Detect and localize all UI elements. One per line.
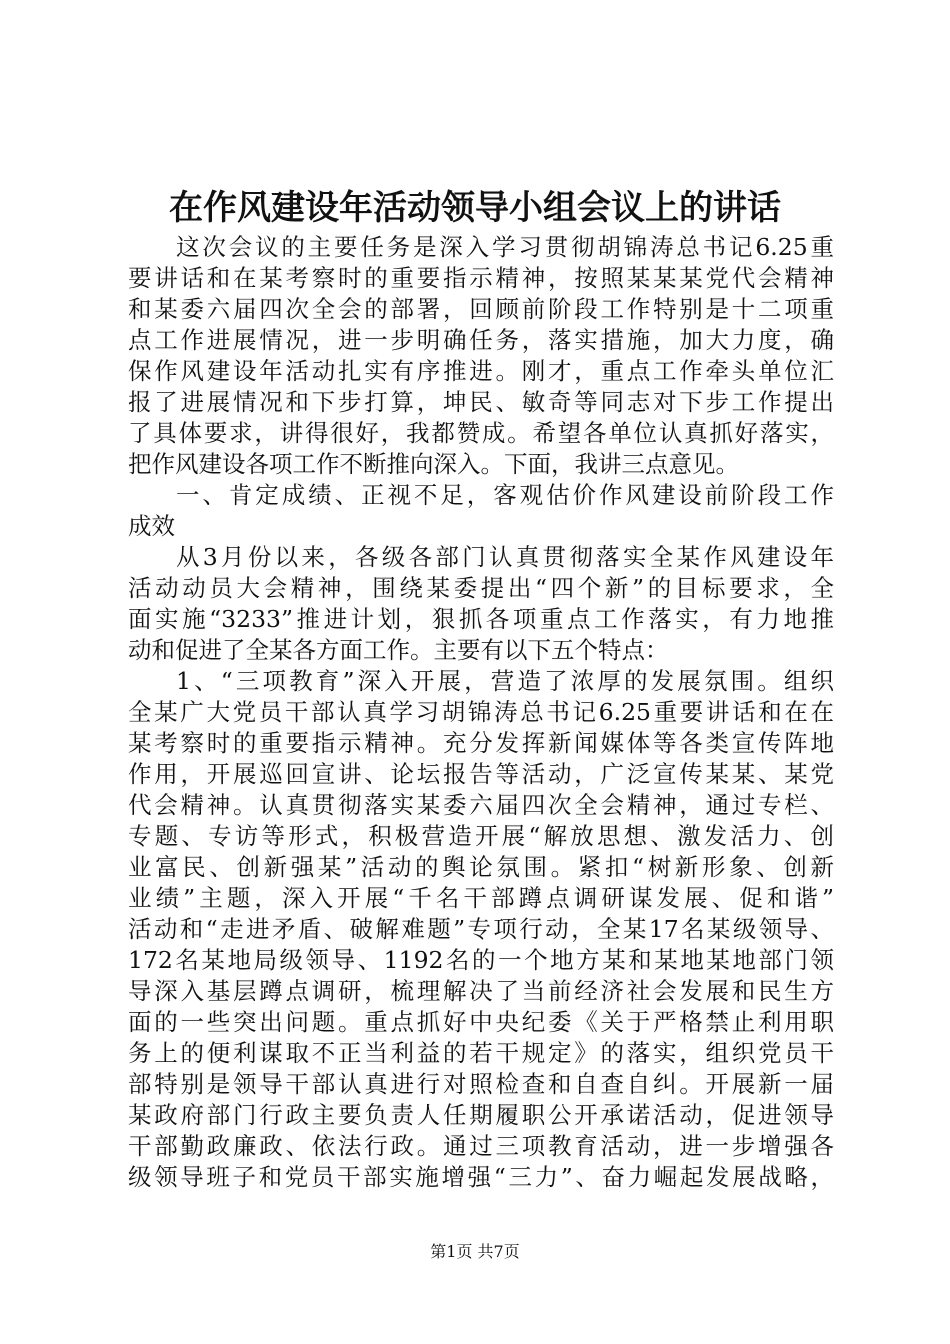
text-line: 级领导班子和党员干部实施增强“三力”、奋力崛起发展战略，: [128, 1163, 834, 1191]
section-heading-line: 一、肯定成绩、正视不足，客观估价作风建设前阶段工作: [176, 481, 834, 509]
text-line: 全某广大党员干部认真学习胡锦涛总书记6.25重要讲话和在在: [128, 698, 834, 726]
text-line: 活动和“走进矛盾、破解难题”专项行动，全某17名某级领导、: [128, 915, 834, 943]
text-line: 导深入基层蹲点调研，梳理解决了当前经济社会发展和民生方: [128, 977, 834, 1005]
document-title: 在作风建设年活动领导小组会议上的讲话: [169, 188, 781, 228]
section-heading-line: 成效: [128, 512, 175, 540]
text-line: 面的一些突出问题。重点抓好中央纪委《关于严格禁止利用职: [128, 1008, 834, 1036]
text-line: 干部勤政廉政、依法行政。通过三项教育活动，进一步增强各: [128, 1132, 834, 1160]
text-line: 专题、专访等形式，积极营造开展“解放思想、激发活力、创: [128, 822, 834, 850]
text-line: 和某委六届四次全会的部署，回顾前阶段工作特别是十二项重: [128, 295, 834, 323]
text-line: 动和促进了全某各方面工作。主要有以下五个特点：: [128, 636, 669, 664]
text-line: 某考察时的重要指示精神。充分发挥新闻媒体等各类宣传阵地: [128, 729, 834, 757]
text-line: 1、“三项教育”深入开展，营造了浓厚的发展氛围。组织: [176, 667, 834, 695]
text-line: 报了进展情况和下步打算，坤民、敏奇等同志对下步工作提出: [128, 388, 834, 416]
text-line: 作用，开展巡回宣讲、论坛报告等活动，广泛宣传某某、某党: [128, 760, 834, 788]
text-line: 面实施“3233”推进计划，狠抓各项重点工作落实，有力地推: [128, 605, 834, 633]
text-line: 这次会议的主要任务是深入学习贯彻胡锦涛总书记6.25重: [176, 233, 834, 261]
text-line: 点工作进展情况，进一步明确任务，落实措施，加大力度，确: [128, 326, 834, 354]
text-line: 活动动员大会精神，围绕某委提出“四个新”的目标要求，全: [128, 574, 834, 602]
text-line: 务上的便利谋取不正当利益的若干规定》的落实，组织党员干: [128, 1039, 834, 1067]
text-line: 部特别是领导干部认真进行对照检查和自查自纠。开展新一届: [128, 1070, 834, 1098]
text-line: 把作风建设各项工作不断推向深入。下面，我讲三点意见。: [128, 450, 739, 478]
text-line: 业富民、创新强某”活动的舆论氛围。紧扣“树新形象、创新: [128, 853, 834, 881]
text-line: 从3月份以来，各级各部门认真贯彻落实全某作风建设年: [176, 543, 834, 571]
text-line: 要讲话和在某考察时的重要指示精神，按照某某某党代会精神: [128, 264, 834, 292]
text-line: 172名某地局级领导、1192名的一个地方某和某地某地部门领: [128, 946, 834, 974]
text-line: 了具体要求，讲得很好，我都赞成。希望各单位认真抓好落实，: [128, 419, 834, 447]
text-line: 业绩”主题，深入开展“千名干部蹲点调研谋发展、促和谐”: [128, 884, 834, 912]
text-line: 保作风建设年活动扎实有序推进。刚才，重点工作牵头单位汇: [128, 357, 834, 385]
document-body: [128, 232, 834, 1193]
text-line: 代会精神。认真贯彻落实某委六届四次全会精神，通过专栏、: [128, 791, 834, 819]
text-line: 某政府部门行政主要负责人任期履职公开承诺活动，促进领导: [128, 1101, 834, 1129]
page-number-footer: 第1页 共7页: [430, 1242, 520, 1261]
